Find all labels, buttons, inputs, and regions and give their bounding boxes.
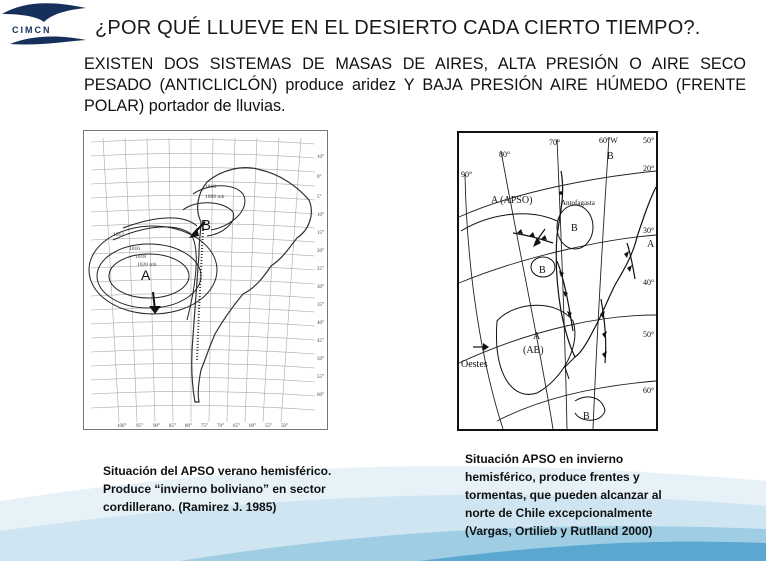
left-lon-label: 55°: [265, 424, 272, 429]
map-apso-winter: [457, 131, 658, 431]
isobar-label-1020: 1020 mb: [137, 262, 157, 268]
right-lat-label-30: 30°: [643, 226, 655, 235]
right-lon-label-70: 70°: [549, 138, 561, 147]
right-map-label-b-center: B: [571, 223, 578, 234]
left-lon-label: 90°: [153, 424, 160, 429]
right-lon-label-60w: 60°W: [599, 136, 618, 145]
left-lon-label: 70°: [217, 424, 224, 429]
left-map-label-b: B: [201, 217, 212, 234]
isobar-label-1018: 1018: [135, 254, 146, 260]
right-lat-label-50: 50°: [643, 330, 655, 339]
right-map-label-b-west: B: [539, 265, 546, 276]
logo-text: CIMCN: [12, 25, 52, 35]
left-lat-label: 10°: [317, 213, 324, 218]
left-lat-label: 50°: [317, 357, 324, 362]
right-lon-label-80: 80°: [499, 150, 511, 159]
left-lat-label: 55°: [317, 375, 324, 380]
left-lat-label: 40°: [317, 321, 324, 326]
left-lat-label: 20°: [317, 249, 324, 254]
left-map-label-a: A: [141, 267, 151, 283]
right-map-label-ab: (AB): [523, 345, 544, 356]
left-lon-label: 100°: [117, 424, 127, 429]
right-lat-label-20: 20°: [643, 164, 655, 173]
left-lon-label: 65°: [233, 424, 240, 429]
left-lat-label: 60°: [317, 393, 324, 398]
left-lat-label: 30°: [317, 285, 324, 290]
institution-logo: [0, 0, 88, 52]
left-lat-label: 5°: [317, 195, 322, 200]
isobar-label-1010: 1010: [205, 184, 216, 190]
left-lon-label: 50°: [281, 424, 288, 429]
right-lat-label-40: 40°: [643, 278, 655, 287]
right-map-label-a: A: [533, 331, 541, 342]
left-lon-label: 80°: [185, 424, 192, 429]
left-lon-label: 75°: [201, 424, 208, 429]
left-lat-label: 15°: [317, 231, 324, 236]
map-apso-summer: [83, 130, 328, 430]
left-lat-label: 0°: [317, 175, 322, 180]
isobar-label-1008: 1008 mb: [205, 194, 225, 200]
left-lon-label: 60°: [249, 424, 256, 429]
right-lon-label-90: 90°: [461, 170, 473, 179]
right-lat-label-60: 60°: [643, 386, 655, 395]
right-map-label-a-east: A: [647, 239, 655, 250]
left-lon-label: 95°: [136, 424, 143, 429]
bird-logo-icon: [0, 0, 88, 52]
intro-paragraph: EXISTEN DOS SISTEMAS DE MASAS DE AIRES, ALTA PRESIÓN O AIRE SECO PESADO (ANTICLICLÓN) produce aridez Y BAJA PRESIÓN AIRE HÚMEDO (FRENTE POLAR) portador de lluvias.: [84, 55, 746, 115]
left-lat-label: 45°: [317, 339, 324, 344]
left-lat-label: 10°: [317, 155, 324, 160]
isobar-label-1016: 1016: [129, 246, 140, 252]
left-lat-label: 25°: [317, 267, 324, 272]
antofagasta-label: Antofagasta: [561, 199, 595, 207]
left-lat-label: 35°: [317, 303, 324, 308]
right-map-label-b-south: B: [583, 411, 590, 422]
left-map-caption: Situación del APSO verano hemisférico. Produce “invierno boliviano” en sector cordillerano. (Ramirez J. 1985): [103, 464, 332, 514]
right-map-label-oestes: Oestes: [461, 359, 488, 370]
right-map-caption: Situación APSO en invierno hemisférico, produce frentes y tormentas, que pueden alcanzar al norte de Chile excepcionalmente (Vargas, Ortilieb y Rutlland 2000): [465, 452, 662, 538]
right-map-label-apso: A (APSO): [491, 195, 533, 206]
left-lon-label: 85°: [169, 424, 176, 429]
right-map-label-b-north: B: [607, 151, 614, 162]
slide-title: ¿POR QUÉ LLUEVE EN EL DESIERTO CADA CIERTO TIEMPO?.: [95, 17, 701, 39]
right-lon-label-50: 50°: [643, 136, 655, 145]
isobar-label-1012: 1012: [113, 232, 124, 238]
